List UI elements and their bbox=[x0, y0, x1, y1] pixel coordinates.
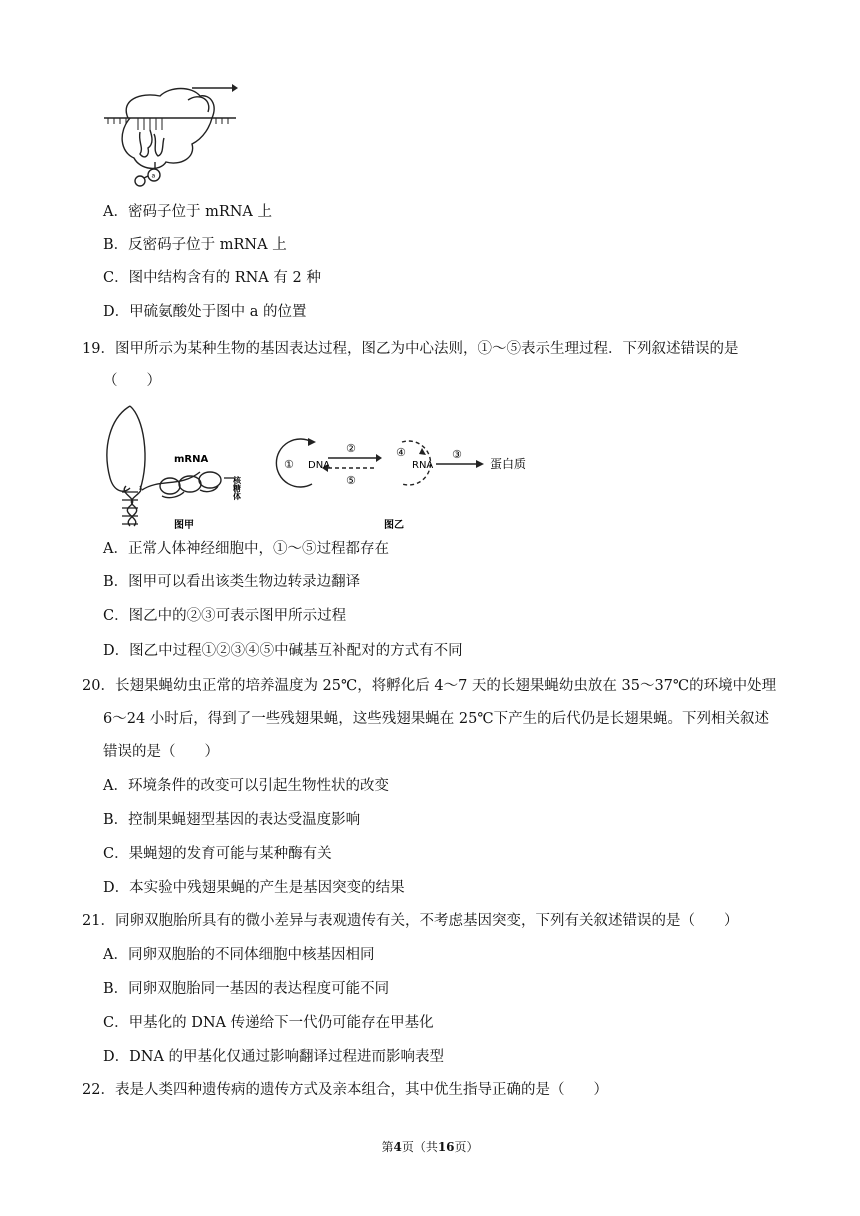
footer-total-pages: 16 bbox=[437, 1140, 455, 1154]
process-2: ② bbox=[346, 442, 356, 455]
ribosome-label: 核糖体 bbox=[232, 476, 242, 500]
q21-stem: 21．同卵双胞胎所具有的微小差异与表观遗传有关，不考虑基因突变，下列有关叙述错误的是（ ） bbox=[82, 913, 739, 929]
footer-page-number: 4 bbox=[393, 1140, 402, 1154]
q21-option-d[interactable]: D．DNA 的甲基化仅通过影响翻译过程进而影响表型 bbox=[103, 1049, 445, 1065]
page-footer bbox=[0, 1138, 860, 1155]
q20-option-c[interactable]: C．果蝇翅的发育可能与某种酶有关 bbox=[103, 846, 332, 862]
process-1: ① bbox=[284, 458, 294, 471]
mrna-label: mRNA bbox=[174, 454, 209, 465]
q20-stem-line2: 6～24 小时后，得到了一些残翅果蝇，这些残翅果蝇在 25℃下产生的后代仍是长翅果蝇。下列相关叙述 bbox=[103, 711, 770, 727]
q19-option-d[interactable]: D．图乙中过程①②③④⑤中碱基互补配对的方式有不同 bbox=[103, 643, 463, 659]
q18-option-c[interactable]: C．图中结构含有的 RNA 有 2 种 bbox=[103, 270, 321, 286]
footer-prefix: 第 bbox=[381, 1140, 394, 1154]
footer-suffix: 页） bbox=[454, 1140, 479, 1154]
figure-jia bbox=[100, 398, 260, 532]
q20-option-d[interactable]: D．本实验中残翅果蝇的产生是基因突变的结果 bbox=[103, 880, 405, 896]
q21-option-a[interactable]: A．同卵双胞胎的不同体细胞中核基因相同 bbox=[103, 947, 375, 963]
q19-answer-bracket: （ ） bbox=[103, 373, 161, 389]
protein-label: 蛋白质 bbox=[490, 457, 527, 471]
q19-option-b[interactable]: B．图甲可以看出该类生物边转录边翻译 bbox=[103, 574, 361, 590]
q18-option-d[interactable]: D．甲硫氨酸处于图中 a 的位置 bbox=[103, 304, 307, 320]
figure-yi-caption: 图乙 bbox=[384, 520, 404, 531]
q20-stem-line3: 错误的是（ ） bbox=[103, 744, 219, 760]
figure-yi bbox=[272, 428, 542, 532]
q18-option-b[interactable]: B．反密码子位于 mRNA 上 bbox=[103, 237, 287, 253]
figure-jia-caption: 图甲 bbox=[174, 520, 194, 531]
footer-middle: 页（共 bbox=[401, 1140, 438, 1154]
label-a: a bbox=[151, 172, 156, 180]
process-4: ④ bbox=[396, 446, 406, 459]
q19-option-c[interactable]: C．图乙中的②③可表示图甲所示过程 bbox=[103, 608, 347, 624]
q20-stem-line1: 20．长翅果蝇幼虫正常的培养温度为 25℃，将孵化后 4～7 天的长翅果蝇幼虫放在 35～37℃的环境中处理 bbox=[82, 678, 777, 694]
process-5: ⑤ bbox=[346, 474, 356, 487]
translation-diagram bbox=[100, 82, 240, 190]
q20-option-a[interactable]: A．环境条件的改变可以引起生物性状的改变 bbox=[103, 778, 389, 794]
process-3: ③ bbox=[452, 448, 462, 461]
q21-option-b[interactable]: B．同卵双胞胎同一基因的表达程度可能不同 bbox=[103, 981, 390, 997]
q19-stem: 19．图甲所示为某种生物的基因表达过程，图乙为中心法则，①～⑤表示生理过程．下列叙述错误的是 bbox=[82, 341, 739, 357]
dna-label: DNA bbox=[308, 460, 331, 471]
q18-option-a[interactable]: A．密码子位于 mRNA 上 bbox=[103, 204, 273, 220]
q21-option-c[interactable]: C．甲基化的 DNA 传递给下一代仍可能存在甲基化 bbox=[103, 1015, 434, 1031]
rna-label: RNA bbox=[412, 460, 434, 471]
q22-stem: 22．表是人类四种遗传病的遗传方式及亲本组合，其中优生指导正确的是（ ） bbox=[82, 1082, 608, 1098]
q19-option-a[interactable]: A．正常人体神经细胞中，①～⑤过程都存在 bbox=[103, 541, 389, 557]
q20-option-b[interactable]: B．控制果蝇翅型基因的表达受温度影响 bbox=[103, 812, 361, 828]
